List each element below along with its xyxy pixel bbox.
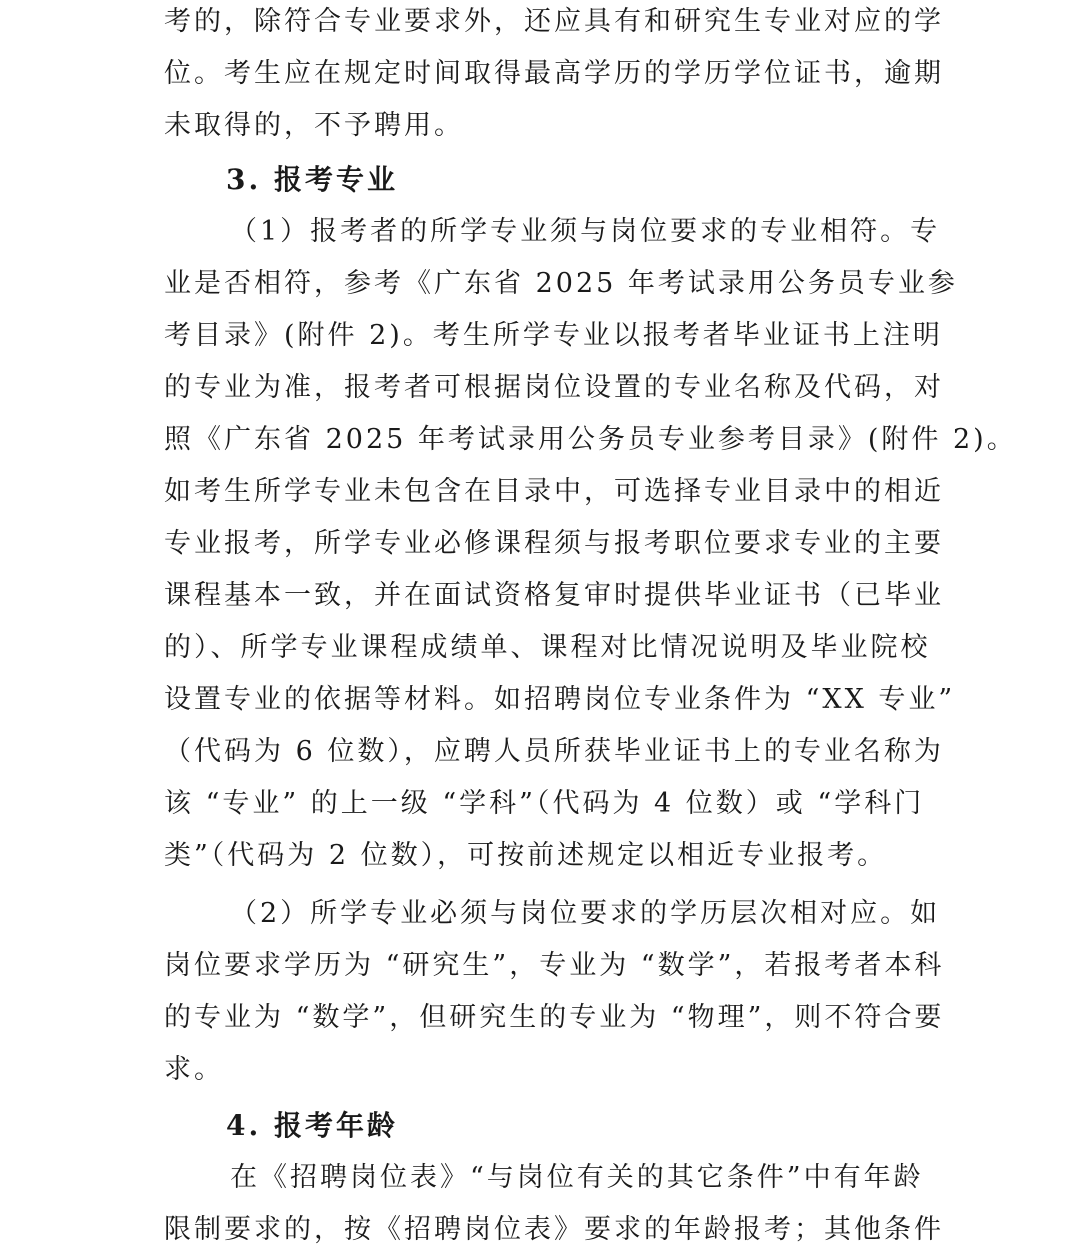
paragraph-line: 类”（代码为 2 位数），可按前述规定以相近专业报考。	[164, 840, 888, 871]
paragraph-line: 该 “专业” 的上一级 “学科”（代码为 4 位数）或 “学科门	[164, 788, 925, 819]
paragraph-line: 的专业为 “数学”，但研究生的专业为 “物理”，则不符合要	[164, 1002, 945, 1033]
paragraph-line: 限制要求的，按《招聘岗位表》要求的年龄报考；其他条件	[164, 1214, 944, 1245]
paragraph-line: 考目录》(附件 2)。考生所学专业以报考者毕业证书上注明	[164, 320, 943, 351]
section-heading: 4. 报考年龄	[226, 1109, 398, 1142]
paragraph-line: 的）、所学专业课程成绩单、课程对比情况说明及毕业院校	[164, 632, 931, 663]
paragraph-line: 未取得的，不予聘用。	[164, 110, 464, 141]
paragraph-line: 课程基本一致，并在面试资格复审时提供毕业证书（已毕业	[164, 580, 944, 611]
paragraph-line: 求。	[164, 1054, 224, 1085]
paragraph-line: （代码为 6 位数），应聘人员所获毕业证书上的专业名称为	[164, 736, 944, 767]
paragraph-line: 考的，除符合专业要求外，还应具有和研究生专业对应的学	[164, 6, 944, 37]
paragraph-line: 的专业为准，报考者可根据岗位设置的专业名称及代码，对	[164, 372, 944, 403]
paragraph-line: 设置专业的依据等材料。如招聘岗位专业条件为 “XX 专业”	[164, 684, 956, 715]
paragraph-line: 专业报考，所学专业必修课程须与报考职位要求专业的主要	[164, 528, 944, 559]
paragraph-line: （2）所学专业必须与岗位要求的学历层次相对应。如	[230, 898, 941, 929]
section-heading: 3. 报考专业	[226, 163, 398, 196]
paragraph-line: （1）报考者的所学专业须与岗位要求的专业相符。专	[230, 216, 941, 247]
paragraph-line: 照《广东省 2025 年考试录用公务员专业参考目录》(附件 2)。	[164, 424, 1017, 455]
paragraph-line: 业是否相符，参考《广东省 2025 年考试录用公务员专业参	[164, 268, 958, 299]
paragraph-line: 在《招聘岗位表》“与岗位有关的其它条件”中有年龄	[230, 1162, 924, 1193]
paragraph-line: 岗位要求学历为 “研究生”，专业为 “数学”，若报考者本科	[164, 950, 945, 981]
paragraph-line: 位。考生应在规定时间取得最高学历的学历学位证书，逾期	[164, 58, 944, 89]
paragraph-line: 如考生所学专业未包含在目录中，可选择专业目录中的相近	[164, 476, 944, 507]
